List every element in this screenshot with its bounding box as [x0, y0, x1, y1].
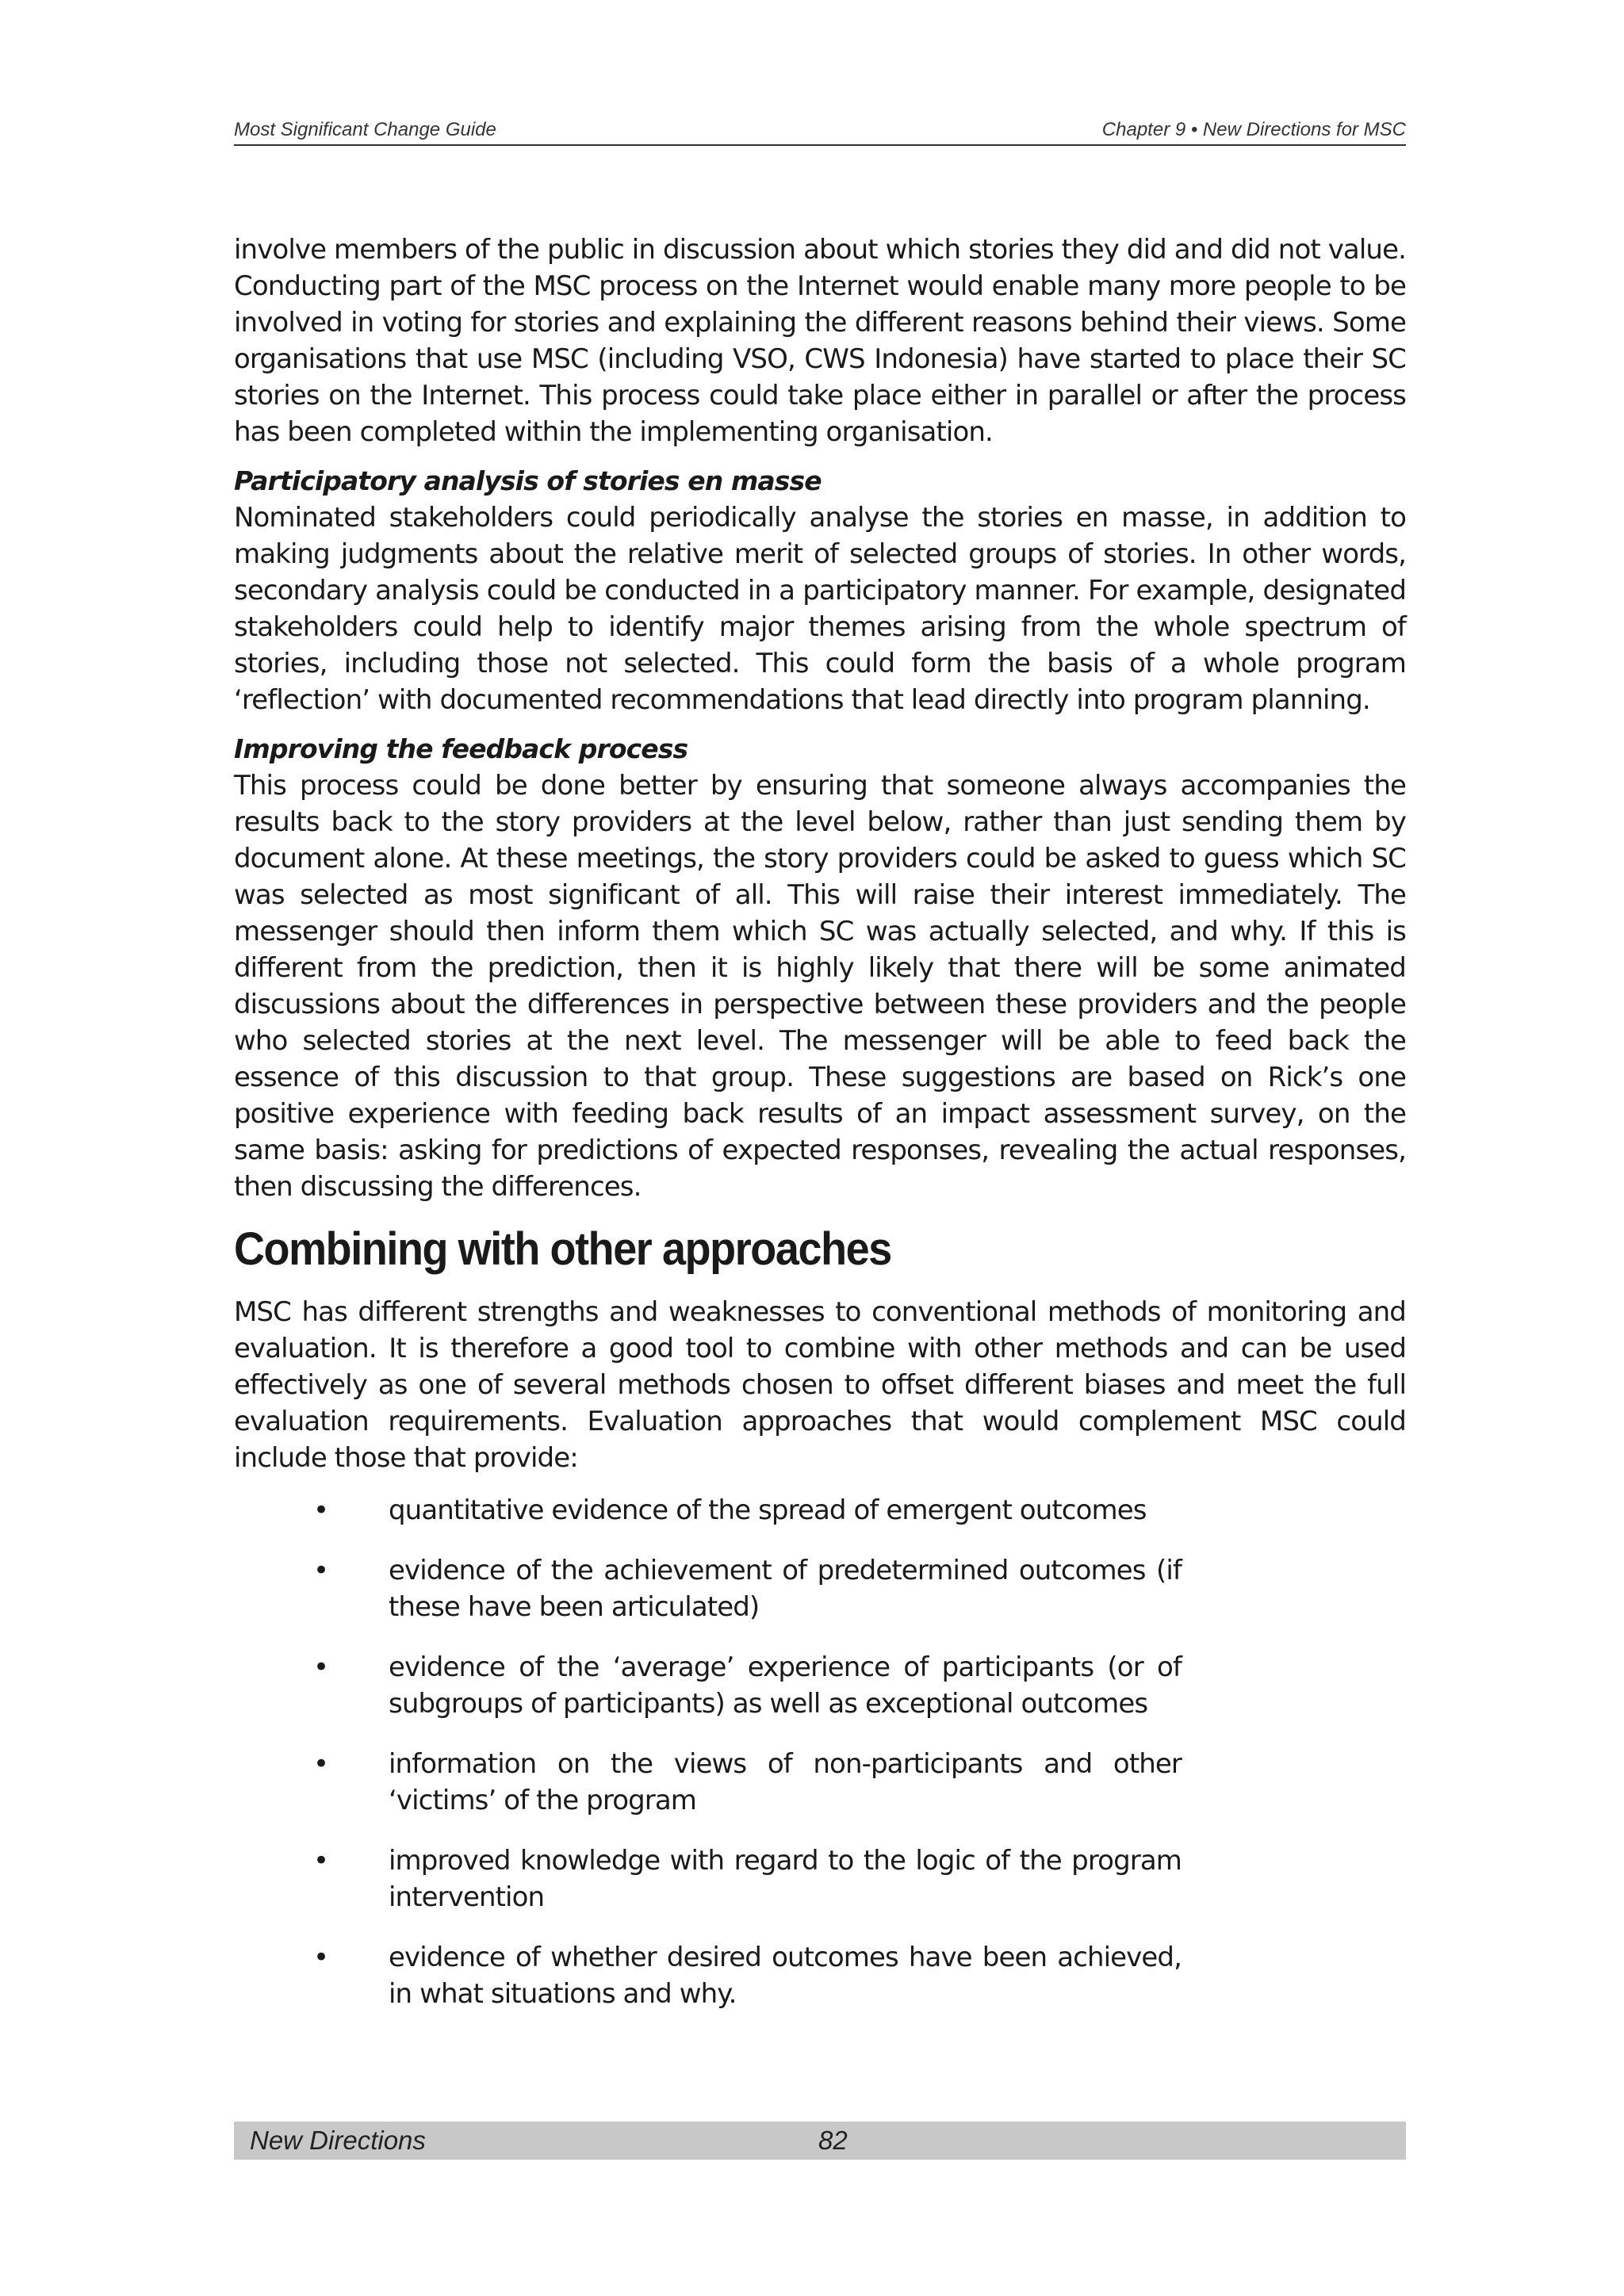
subheading-feedback-process: Improving the feedback process — [234, 733, 688, 764]
list-item-text: information on the views of non-participants and other ‘victims’ of the program — [389, 1748, 1182, 1816]
list-item — [234, 1939, 1182, 2012]
paragraph-participatory-analysis: Nominated stakeholders could periodically analyse the stories en masse, in addition to making judgments about the relative merit of selected groups of stories. In other words, secondary analysis could be conducted in a participatory manner. For example, designated stakeholders could help to identify major themes arising from the whole spectrum of stories, including those not selected. This could form the basis of a whole program ‘reflection’ with documented recommendations that lead directly into program planning. — [234, 502, 1406, 716]
bullet-list — [234, 1492, 1406, 2012]
list-item — [234, 1843, 1182, 1915]
bullet-icon: • — [313, 1555, 329, 1586]
page-footer — [234, 2122, 1406, 2160]
list-item — [234, 1649, 1182, 1722]
list-item-text: quantitative evidence of the spread of emergent outcomes — [389, 1494, 1147, 1526]
bullet-icon: • — [313, 1651, 329, 1683]
section-title: Combining with other approaches — [234, 1223, 891, 1275]
subheading-participatory-analysis: Participatory analysis of stories en masse — [234, 465, 822, 496]
header-guide-title: Most Significant Change Guide — [234, 119, 496, 140]
header-chapter-title: Chapter 9 • New Directions for MSC — [1101, 119, 1406, 140]
running-header — [234, 116, 1406, 146]
bullet-icon: • — [313, 1748, 329, 1780]
paragraph-combining: MSC has different strengths and weaknesses to conventional methods of monitoring and evaluation. It is therefore a good tool to combine with other methods and can be used effectively as one of several methods chosen to offset different biases and meet the full evaluation requirements. Evaluation approaches that would complement MSC could include those that provide: — [234, 1296, 1406, 1474]
bullet-icon: • — [313, 1494, 329, 1526]
list-item-text: evidence of whether desired outcomes have been achieved, in what situations and why. — [389, 1942, 1182, 2010]
list-item-text: improved knowledge with regard to the logic of the program intervention — [389, 1845, 1182, 1913]
list-item — [234, 1552, 1182, 1625]
list-item — [234, 1746, 1182, 1819]
page-number: 82 — [818, 2126, 848, 2155]
list-item-text: evidence of the achievement of predetermined outcomes (if these have been articulated) — [389, 1555, 1182, 1623]
list-item — [234, 1492, 1182, 1529]
list-item-text: evidence of the ‘average’ experience of participants (or of subgroups of participants) as well as exceptional outcomes — [389, 1651, 1182, 1720]
paragraph-feedback-process: This process could be done better by ensuring that someone always accompanies the results back to the story providers at the level below, rather than just sending them by document alone. At these meetings, the story providers could be asked to guess which SC was selected as most significant of all. This will raise their interest immediately. The messenger should then inform them which SC was actually selected, and why. If this is different from the prediction, then it is highly likely that there will be some animated discussions about the differences in perspective between these providers and the people who selected stories at the next level. The messenger will be able to feed back the essence of this discussion to that group. These suggestions are based on Rick’s one positive experience with feeding back results of an impact assessment survey, on the same basis: asking for predictions of expected responses, revealing the actual responses, then discussing the differences. — [234, 770, 1406, 1203]
page-body — [234, 232, 1406, 2036]
bullet-icon: • — [313, 1942, 329, 1973]
bullet-icon: • — [313, 1845, 329, 1877]
footer-section-label: New Directions — [250, 2126, 426, 2155]
paragraph-intro: involve members of the public in discussion about which stories they did and did not value. Conducting part of the MSC process on the Internet would enable many more people to be involved in voting for stories and explaining the different reasons behind their views. Some organisations that use MSC (including VSO, CWS Indonesia) have started to place their SC stories on the Internet. This process could take place either in parallel or after the process has been completed within the implementing organisation. — [234, 234, 1406, 448]
